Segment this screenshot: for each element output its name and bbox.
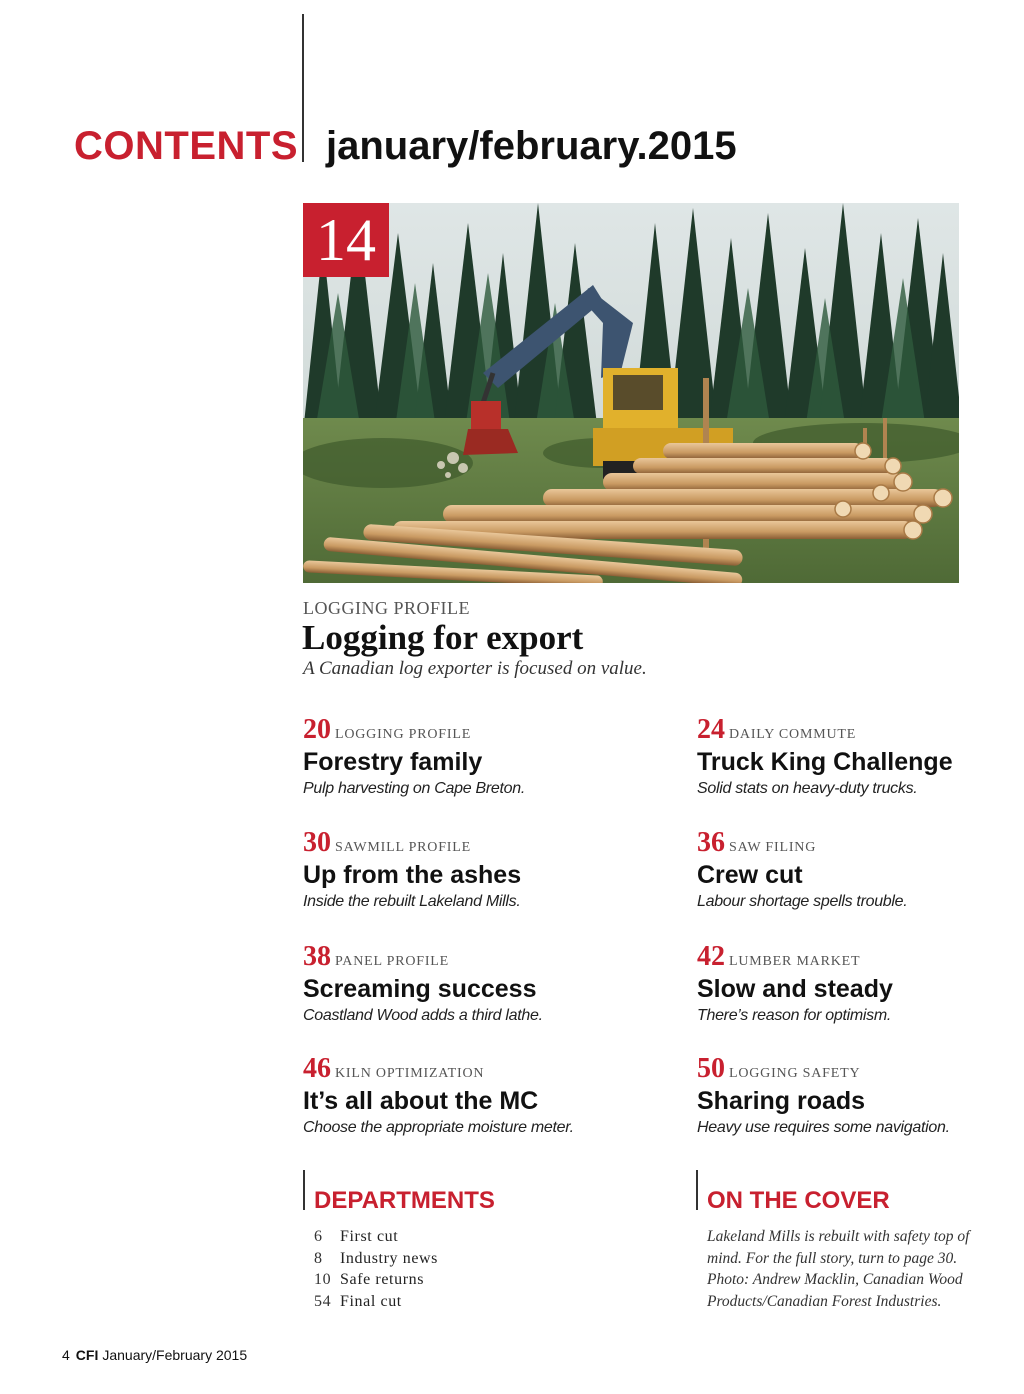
feature-title[interactable]: Logging for export [302, 618, 584, 657]
department-label: Industry news [340, 1249, 439, 1267]
story-item[interactable] [697, 1053, 1017, 1139]
feature-category: LOGGING PROFILE [303, 598, 470, 618]
departments-list [314, 1226, 438, 1312]
story-page-number: 42 [697, 941, 725, 972]
story-item[interactable] [697, 714, 1017, 800]
department-page: 54 [314, 1292, 332, 1310]
story-category: LOGGING PROFILE [335, 727, 472, 742]
department-item[interactable] [314, 1248, 438, 1270]
story-item[interactable] [303, 714, 623, 800]
story-dek: Inside the rebuilt Lakeland Mills. [303, 893, 521, 910]
story-category: KILN OPTIMIZATION [335, 1066, 485, 1081]
department-page: 8 [314, 1249, 323, 1267]
story-headline: Sharing roads [697, 1087, 866, 1115]
story-category: SAWMILL PROFILE [335, 840, 471, 855]
department-label: Safe returns [340, 1271, 425, 1288]
department-page: 6 [314, 1228, 323, 1245]
story-headline: It’s all about the MC [303, 1087, 539, 1115]
story-dek: There’s reason for optimism. [697, 1007, 892, 1024]
story-dek: Pulp harvesting on Cape Breton. [303, 780, 525, 797]
story-headline: Up from the ashes [303, 861, 522, 889]
cover-heading: ON THE COVER [707, 1187, 890, 1214]
department-item[interactable] [314, 1226, 438, 1248]
story-item[interactable] [303, 941, 623, 1027]
department-label: Final cut [340, 1292, 402, 1310]
story-dek: Heavy use requires some navigation. [697, 1119, 950, 1136]
story-item[interactable] [303, 1053, 623, 1139]
folio-issue: January/February 2015 [102, 1347, 248, 1363]
story-page-number: 30 [303, 827, 331, 858]
story-category: LUMBER MARKET [729, 954, 861, 969]
story-dek: Coastland Wood adds a third lathe. [303, 1007, 543, 1024]
story-item[interactable] [697, 827, 1017, 913]
story-dek: Choose the appropriate moisture meter. [303, 1119, 574, 1136]
departments-heading: DEPARTMENTS [314, 1187, 495, 1214]
department-label: First cut [340, 1228, 399, 1245]
story-headline: Crew cut [697, 861, 803, 889]
department-page: 10 [314, 1271, 332, 1288]
story-page-number: 36 [697, 827, 725, 858]
contents-heading: CONTENTS [74, 124, 298, 168]
issue-date-heading: january/february.2015 [326, 124, 737, 168]
department-item[interactable] [314, 1291, 438, 1313]
folio-brand: CFI [75, 1347, 99, 1363]
story-headline: Screaming success [303, 975, 537, 1003]
header-divider-rule [302, 14, 304, 162]
story-page-number: 50 [697, 1053, 725, 1084]
story-page-number: 20 [303, 714, 331, 745]
feature-page-badge: 14 [303, 203, 389, 277]
story-category: DAILY COMMUTE [729, 727, 857, 742]
cover-caption: Lakeland Mills is rebuilt with safety top of mind. For the full story, turn to page 30. Photo: Andrew Macklin, Canadian Wood Products/Canadian Forest Industries. [707, 1228, 970, 1310]
page-folio [62, 1347, 247, 1363]
story-item[interactable] [303, 827, 623, 913]
story-dek: Solid stats on heavy-duty trucks. [697, 780, 918, 797]
feature-dek: A Canadian log exporter is focused on value. [303, 658, 647, 679]
story-page-number: 46 [303, 1053, 331, 1084]
story-category: SAW FILING [729, 840, 817, 855]
story-dek: Labour shortage spells trouble. [697, 893, 908, 910]
story-category: LOGGING SAFETY [729, 1066, 861, 1081]
story-headline: Slow and steady [697, 975, 893, 1003]
folio-page-number: 4 [62, 1347, 70, 1363]
story-headline: Forestry family [303, 748, 483, 776]
story-item[interactable] [697, 941, 1017, 1027]
story-category: PANEL PROFILE [335, 954, 449, 969]
departments-rule [303, 1170, 305, 1210]
department-item[interactable] [314, 1269, 438, 1291]
story-headline: Truck King Challenge [697, 748, 953, 776]
feature-photo-logging-loader [303, 203, 959, 583]
story-page-number: 24 [697, 714, 725, 745]
story-page-number: 38 [303, 941, 331, 972]
cover-rule [696, 1170, 698, 1210]
